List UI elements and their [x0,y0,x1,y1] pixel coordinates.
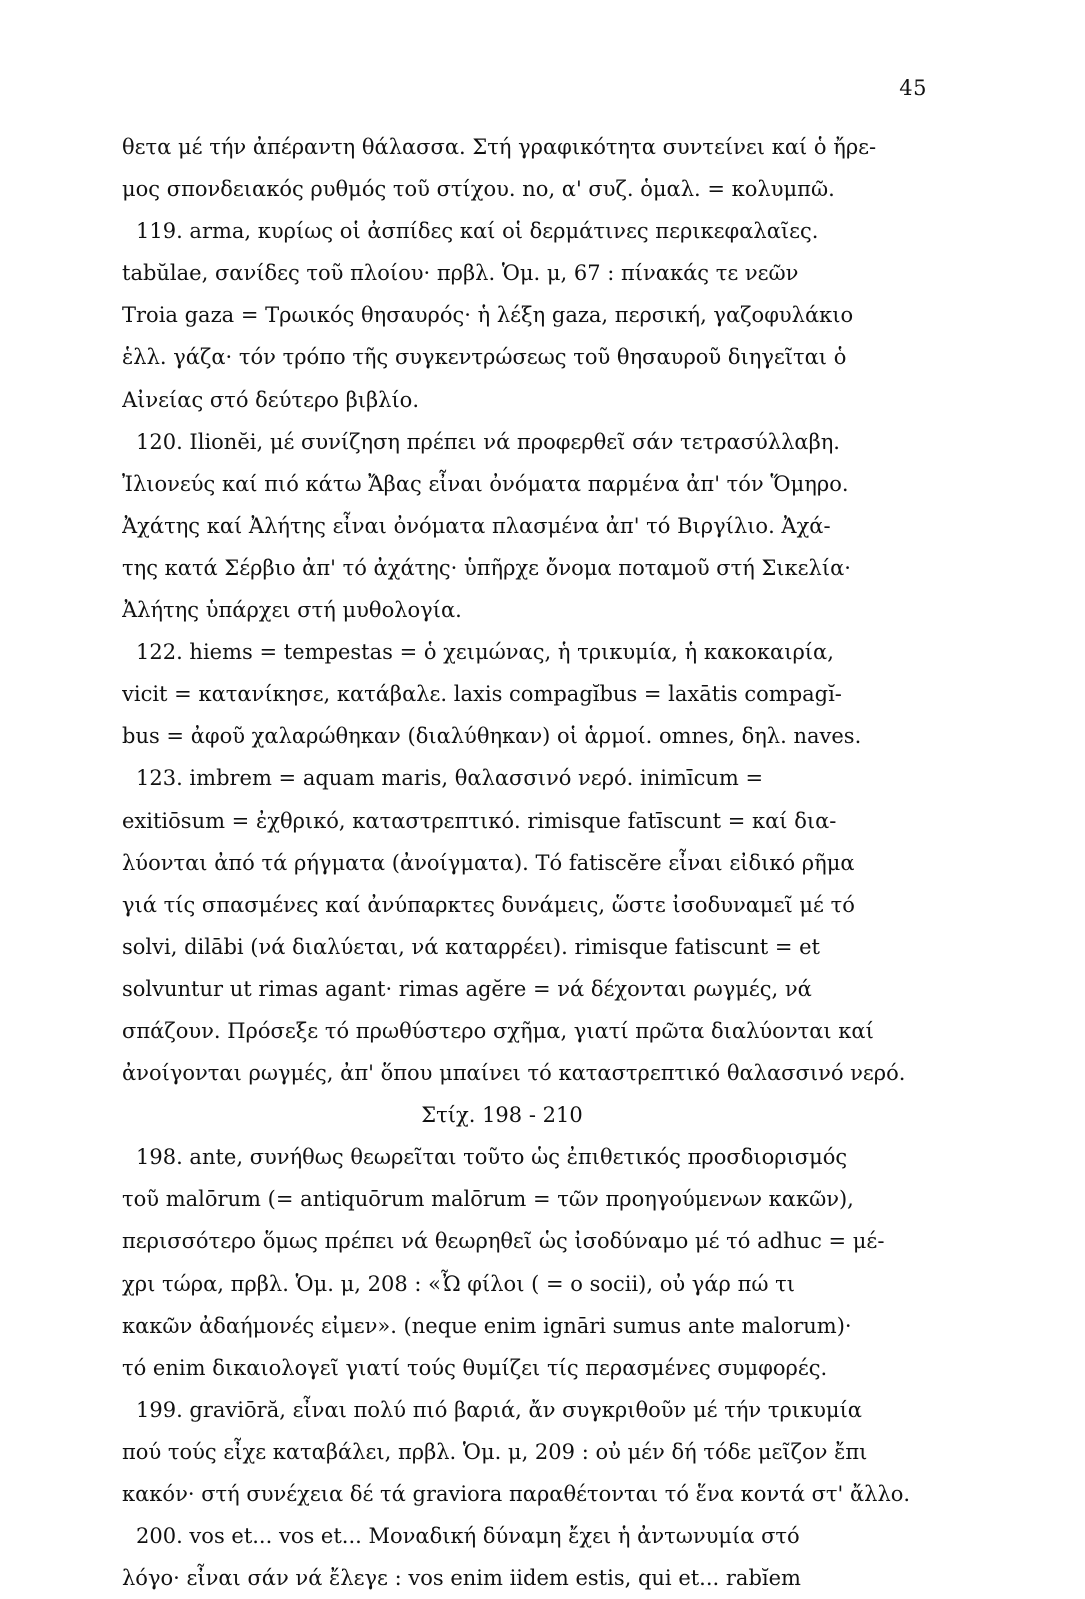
text-line: χρι τώρα, πρβλ. Ὁμ. μ, 208 : «Ὦ φίλοι ( = o socii), οὐ γάρ πώ τι [122,1271,796,1296]
text-line: Αἰνείας στό δεύτερο βιβλίο. [122,387,419,412]
text-line: solvi, dilābi (νά διαλύεται, νά καταρρέει). rimisque fatiscunt = et [122,934,820,959]
text-line: bus = ἀφοῦ χαλαρώθηκαν (διαλύθηκαν) οἱ ἁρμοί. omnes, δηλ. naves. [122,724,862,749]
text-line: περισσότερο ὅμως πρέπει νά θεωρηθεῖ ὡς ἰσοδύναμο μέ τό adhuc = μέ- [122,1229,885,1254]
text-line: 122. hiems = tempestas = ὁ χειμώνας, ἡ τρικυμία, ἡ κακοκαιρία, [136,640,834,665]
page-number: 45 [899,76,927,100]
text-line: ἑλλ. γάζα· τόν τρόπο τῆς συγκεντρώσεως τοῦ θησαυροῦ διηγεῖται ὁ [122,345,847,370]
text-line: 200. vos et... vos et... Μοναδική δύναμη ἔχει ἡ ἀντωνυμία στό [136,1524,800,1549]
text-line: solvuntur ut rimas agant· rimas agĕre = νά δέχονται ρωγμές, νά [122,976,812,1001]
text-line: 199. graviōră, εἶναι πολύ πιό βαριά, ἄν συγκριθοῦν μέ τήν τρικυμία [136,1397,862,1422]
text-line: πού τούς εἶχε καταβάλει, πρβλ. Ὁμ. μ, 209 : οὐ μέν δή τόδε μεῖζον ἔπι [122,1439,868,1464]
text-line: κακῶν ἀδαήμονές εἰμεν». (neque enim ignāri sumus ante malorum)· [122,1313,852,1338]
text-line: λύονται ἀπό τά ρήγματα (ἀνοίγματα). Τό fatiscĕre εἶναι εἰδικό ρῆμα [122,850,855,875]
text-line: κακόν· στή συνέχεια δέ τά graviora παραθέτονται τό ἕνα κοντά στ' ἄλλο. [122,1482,911,1506]
text-line: λόγο· εἶναι σάν νά ἔλεγε : vos enim iidem estis, qui et... rabĭem [122,1566,801,1591]
text-line: μος σπονδειακός ρυθμός τοῦ στίχου. no, α' συζ. ὁμαλ. = κολυμπῶ. [122,177,835,202]
text-line: Troia gaza = Τρωικός θησαυρός· ἡ λέξη gaza, περσική, γαζοφυλάκιο [122,303,854,328]
text-line: σπάζουν. Πρόσεξε τό πρωθύστερο σχῆμα, γιατί πρῶτα διαλύονται καί [122,1018,874,1043]
text-line: τοῦ malōrum (= antiquōrum malōrum = τῶν προηγούμενων κακῶν), [122,1187,854,1212]
text-line: τό enim δικαιολογεῖ γιατί τούς θυμίζει τίς περασμένες συμφορές. [122,1355,828,1380]
text-line: exitiōsum = ἐχθρικό, καταστρεπτικό. rimisque fatīscunt = καί δια- [122,808,837,833]
section-heading: Στίχ. 198 - 210 [421,1103,583,1128]
text-line: vicit = κατανίκησε, κατάβαλε. laxis compagĭbus = laxātis compagĭ- [122,682,842,707]
body-text [122,126,922,1599]
text-line: της κατά Σέρβιο ἀπ' τό ἀχάτης· ὑπῆρχε ὄνομα ποταμοῦ στή Σικελία· [122,555,851,580]
text-line: Ἀλήτης ὑπάρχει στή μυθολογία. [122,598,462,623]
text-line: θετα μέ τήν ἀπέραντη θάλασσα. Στή γραφικότητα συντείνει καί ὁ ἤρε- [122,135,877,159]
text-line: 198. ante, συνήθως θεωρεῖται τοῦτο ὡς ἐπιθετικός προσδιορισμός [136,1145,848,1170]
text-line: 120. Ilionĕi, μέ συνίζηση πρέπει νά προφερθεῖ σάν τετρασύλλαβη. [136,429,840,454]
text-line: Ἀχάτης καί Ἀλήτης εἶναι ὀνόματα πλασμένα ἀπ' τό Βιργίλιο. Ἀχά- [122,513,831,538]
text-line: 119. arma, κυρίως οἱ ἀσπίδες καί οἱ δερμάτινες περικεφαλαῖες. [136,219,819,244]
text-line: 123. imbrem = aquam maris, θαλασσινό νερό. inimīcum = [136,766,764,791]
text-line: γιά τίς σπασμένες καί ἀνύπαρκτες δυνάμεις, ὥστε ἰσοδυναμεῖ μέ τό [122,892,855,917]
text-line: ἀνοίγονται ρωγμές, ἀπ' ὅπου μπαίνει τό καταστρεπτικό θαλασσινό νερό. [122,1061,906,1086]
text-line: tabŭlae, σανίδες τοῦ πλοίου· πρβλ. Ὁμ. μ, 67 : πίνακάς τε νεῶν [122,261,799,286]
text-line: Ἰλιονεύς καί πιό κάτω Ἄβας εἶναι ὀνόματα παρμένα ἀπ' τόν Ὅμηρο. [122,471,849,496]
